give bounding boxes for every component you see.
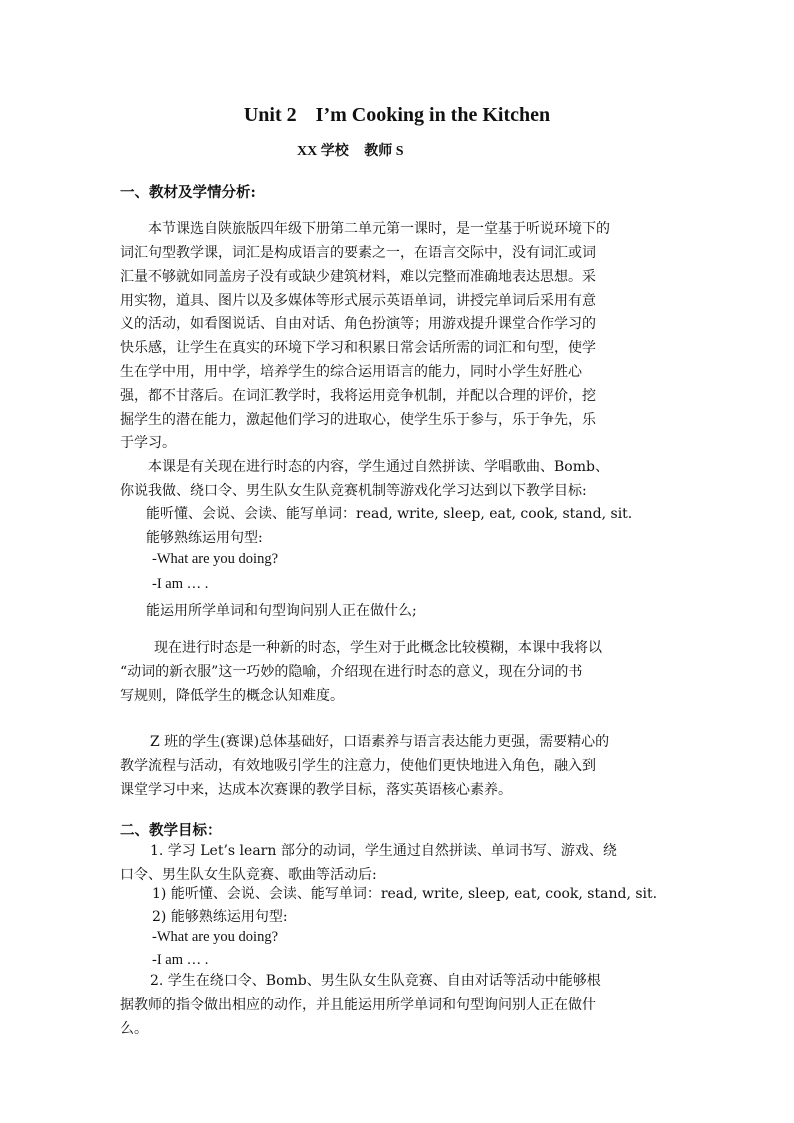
section2-sub-2: 2) 能够熟练运用句型:: [152, 909, 288, 925]
goal-b: 能够熟练运用句型:: [146, 530, 263, 546]
paragraph-line: 2. 学生在绕口令、Bomb、男生队女生队竞赛、自由对话等活动中能够根: [150, 973, 601, 989]
paragraph-line: 本课是有关现在进行时态的内容，学生通过自然拼读、学唱歌曲、Bomb、: [148, 459, 609, 475]
document-title: [0, 104, 794, 127]
sentence-question: -What are you doing?: [152, 929, 279, 945]
section2-item-1: [120, 840, 676, 888]
byline: [297, 140, 404, 160]
section1-paragraph-2: [120, 456, 676, 504]
paragraph-line: 用实物，道具、图片以及多媒体等形式展示英语单词，讲授完单词后采用有意: [120, 292, 596, 309]
section1-paragraph-1-body: [120, 242, 676, 456]
section1-paragraph-4: [120, 731, 676, 802]
paragraph-line: 么。: [120, 1020, 148, 1037]
section1-paragraph-3: [120, 637, 676, 708]
paragraph-line: 掘学生的潜在能力，激起他们学习的进取心，使学生乐于参与，乐于争先，乐: [120, 411, 596, 428]
section2-sub-1: 1) 能听懂、会说、会读、能写单词：read, write, sleep, eat, cook, stand, sit.: [152, 886, 658, 902]
byline-school: XX 学校: [297, 144, 349, 159]
goal-a: 能听懂、会说、会读、能写单词：read, write, sleep, eat, cook, stand, sit.: [146, 506, 633, 522]
paragraph-line: 据教师的指令做出相应的动作，并且能运用所学单词和句型询问别人正在做什: [120, 996, 596, 1013]
sentence-answer: -I am … .: [152, 952, 209, 968]
paragraph-line: 你说我做、绕口令、男生队女生队竞赛机制等游戏化学习达到以下教学目标:: [120, 482, 587, 499]
byline-teacher: 教师 S: [364, 144, 404, 159]
paragraph-line: 本节课选自陕旅版四年级下册第二单元第一课时，是一堂基于听说环境下的: [148, 221, 610, 237]
section2-item-2: [120, 970, 676, 1041]
paragraph-line: 义的活动，如看图说话、自由对话、角色扮演等；用游戏提升课堂合作学习的: [120, 316, 596, 333]
paragraph-line: 快乐感，让学生在真实的环境下学习和积累日常会话所需的词汇和句型，使学: [120, 340, 596, 357]
title-text: I’m Cooking in the Kitchen: [315, 104, 551, 126]
section1-paragraph-1: [120, 218, 676, 242]
paragraph-line: 于学习。: [120, 435, 176, 452]
paragraph-line: 汇量不够就如同盖房子没有或缺少建筑材料，难以完整而准确地表达思想。采: [120, 268, 596, 285]
paragraph-line: Z 班的学生(赛课)总体基础好，口语素养与语言表达能力更强，需要精心的: [150, 734, 610, 750]
sentence-answer: -I am … .: [152, 576, 209, 592]
paragraph-line: 词汇句型教学课，词汇是构成语言的要素之一，在语言交际中，没有词汇或词: [120, 245, 596, 261]
title-unit: Unit 2: [243, 104, 297, 126]
goal-c: 能运用所学单词和句型询问别人正在做什么;: [146, 603, 417, 619]
paragraph-line: 生在学中用，用中学，培养学生的综合运用语言的能力，同时小学生好胜心: [120, 363, 582, 380]
section1-heading: 一、教材及学情分析:: [120, 184, 256, 201]
paragraph-line: “动词的新衣服”这一巧妙的隐喻，介绍现在进行时态的意义，现在分词的书: [120, 663, 583, 680]
paragraph-line: 现在进行时态是一种新的时态，学生对于此概念比较模糊，本课中我将以: [154, 640, 602, 656]
paragraph-line: 1. 学习 Let’s learn 部分的动词，学生通过自然拼读、单词书写、游戏、绕: [150, 843, 617, 859]
paragraph-line: 强，都不甘落后。在词汇教学时，我将运用竞争机制，并配以合理的评价，挖: [120, 387, 596, 404]
section2-heading: 二、教学目标：: [120, 822, 222, 839]
paragraph-line: 教学流程与活动，有效地吸引学生的注意力，使他们更快地进入角色，融入到: [120, 757, 596, 774]
paragraph-line: 口令、男生队女生队竞赛、歌曲等活动后:: [120, 866, 377, 883]
paragraph-line: 写规则，降低学生的概念认知难度。: [120, 687, 344, 704]
paragraph-line: 课堂学习中来，达成本次赛课的教学目标，落实英语核心素养。: [120, 781, 512, 798]
sentence-question: -What are you doing?: [152, 551, 279, 567]
